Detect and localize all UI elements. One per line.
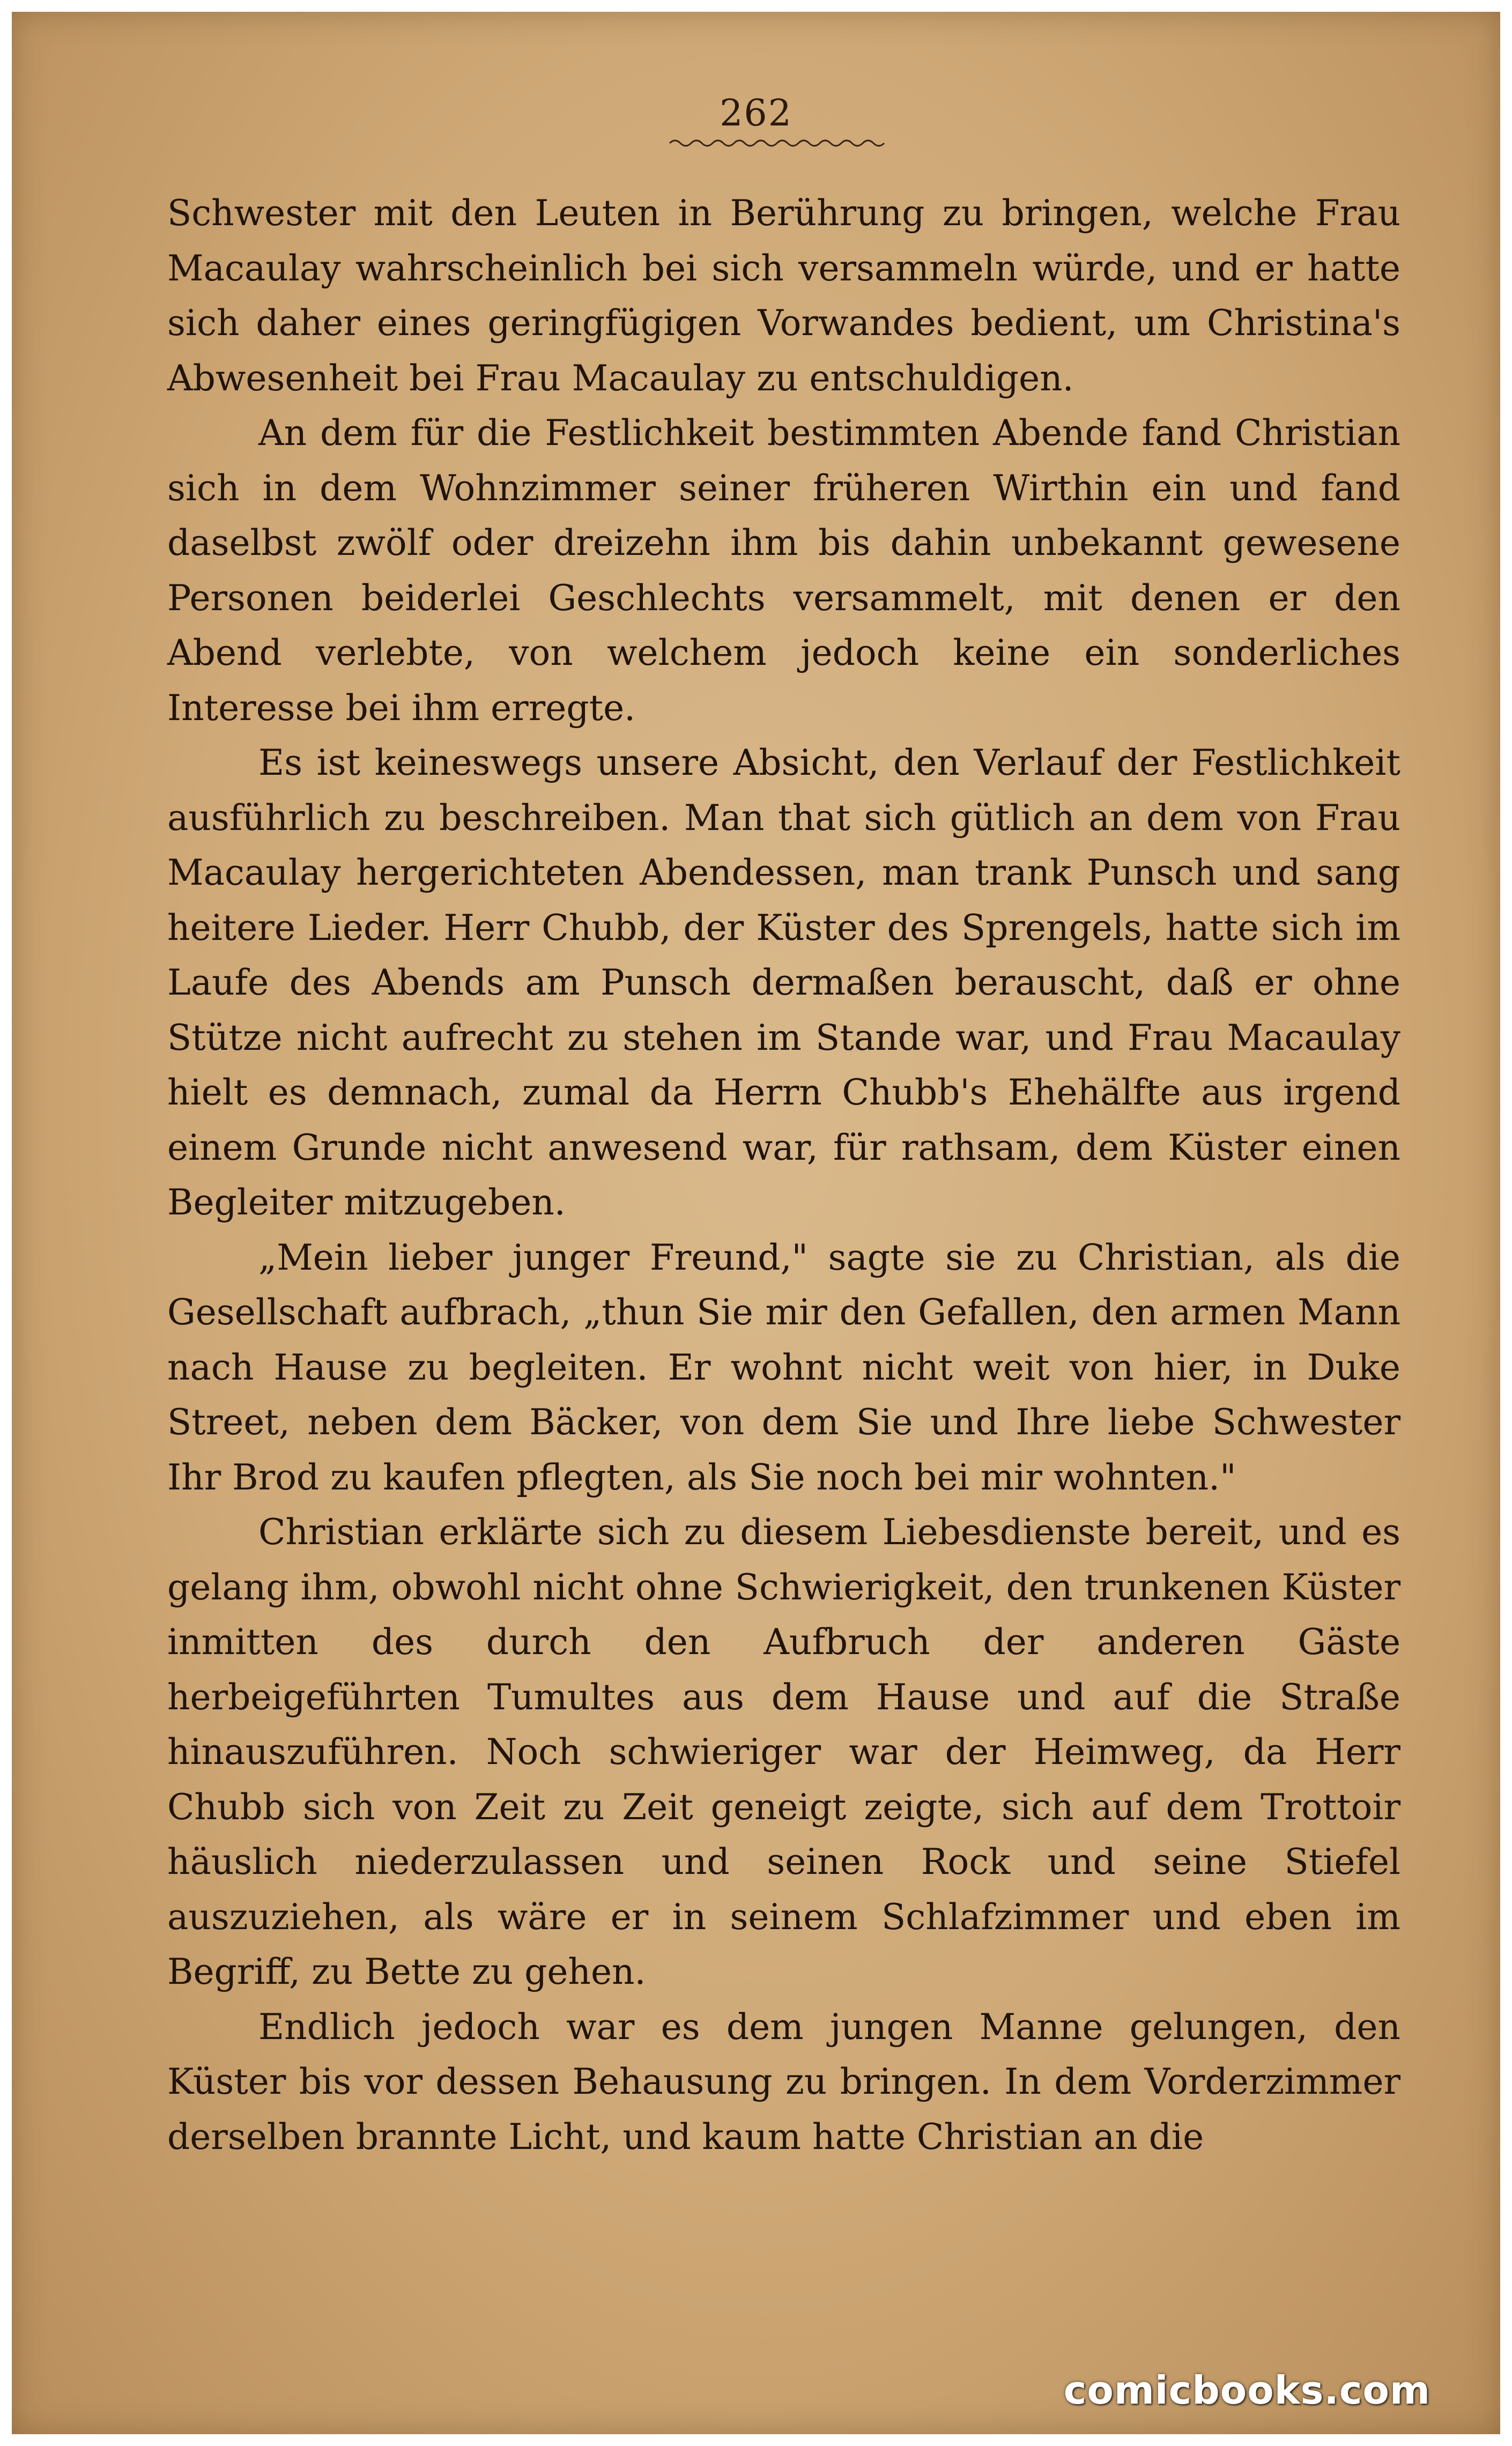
decorative-rule	[667, 135, 892, 151]
paragraph: Christian erklärte sich zu diesem Liebesdienste bereit, und es gelang ihm, obwohl nicht ohne Schwierigkeit, den trunkenen Küster inmitten des durch den Aufbruch der anderen Gäste herbeigeführten Tumultes aus dem Hause und auf die Straße hinauszuführen. Noch schwieriger war der Heimweg, da Herr Chubb sich von Zeit zu Zeit geneigt zeigte, sich auf dem Trottoir häuslich niederzulassen und seinen Rock und seine Stiefel auszuziehen, als wäre er in seinem Schlafzimmer und eben im Begriff, zu Bette zu gehen.	[167, 1511, 1400, 1992]
page-number: 262	[720, 92, 792, 135]
paragraph: „Mein lieber junger Freund," sagte sie zu Christian, als die Gesellschaft aufbrach, „thun Sie mir den Gefallen, den armen Mann nach Hause zu begleiten. Er wohnt nicht weit von hier, in Duke Street, neben dem Bäcker, von dem Sie und Ihre liebe Schwester Ihr Brod zu kaufen pflegten, als Sie noch bei mir wohnten."	[167, 1236, 1400, 1498]
paragraph: Es ist keineswegs unsere Absicht, den Verlauf der Festlichkeit ausführlich zu beschreiben. Man that sich gütlich an dem von Frau Macaulay hergerichteten Abendessen, man trank Punsch und sang heitere Lieder. Herr Chubb, der Küster des Sprengels, hatte sich im Laufe des Abends am Punsch dermaßen berauscht, daß er ohne Stütze nicht aufrecht zu stehen im Stande war, und Frau Macaulay hielt es demnach, zumal da Herrn Chubb's Ehehälfte aus irgend einem Grunde nicht anwesend war, für rathsam, dem Küster einen Begleiter mitzugeben.	[167, 742, 1400, 1223]
paragraph: Endlich jedoch war es dem jungen Manne gelungen, den Küster bis vor dessen Behausung zu bringen. In dem Vorderzimmer derselben brannte Licht, und kaum hatte Christian an die	[167, 2006, 1400, 2158]
paragraph: An dem für die Festlichkeit bestimmten Abende fand Christian sich in dem Wohnzimmer seiner früheren Wirthin ein und fand daselbst zwölf oder dreizehn ihm bis dahin unbekannt gewesene Personen beiderlei Geschlechts versammelt, mit denen er den Abend verlebte, von welchem jedoch keine ein sonderliches Interesse bei ihm erregte.	[167, 412, 1400, 729]
watermark-logo: comicbooks.com	[1063, 2368, 1431, 2413]
paragraph: Schwester mit den Leuten in Berührung zu bringen, welche Frau Macaulay wahrscheinlich bei sich versammeln würde, und er hatte sich daher eines geringfügigen Vorwandes bedient, um Christina's Abwesenheit bei Frau Macaulay zu entschuldigen.	[167, 192, 1400, 399]
book-page	[12, 12, 1500, 2434]
body-text	[167, 186, 1400, 2165]
